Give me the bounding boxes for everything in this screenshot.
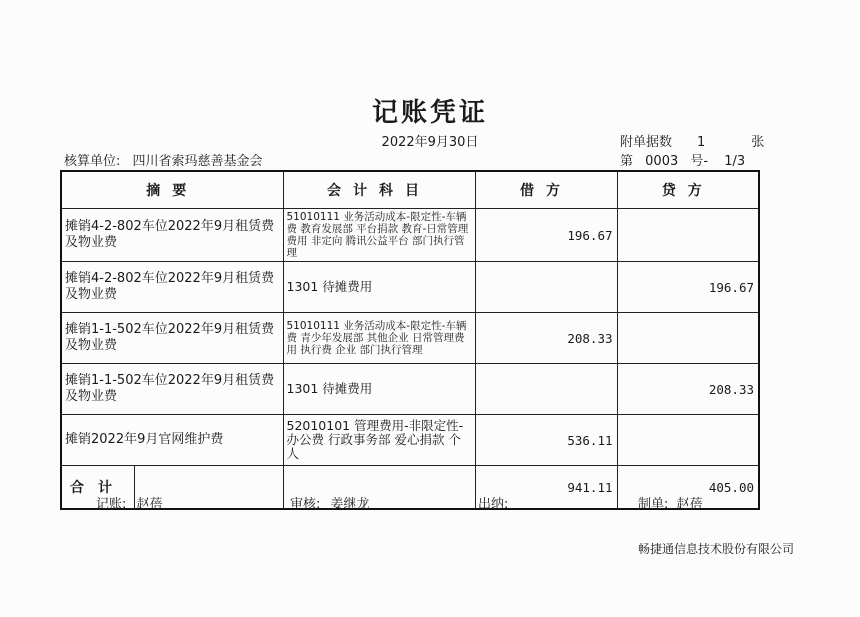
bookkeeper-name: 赵蓓	[136, 497, 163, 512]
row-debit: 536.11	[475, 415, 617, 466]
voucher-number-prefix: 第	[620, 154, 634, 169]
total-debit: 941.11	[475, 466, 617, 510]
row-debit: 196.67	[475, 209, 617, 262]
voucher-table	[60, 170, 760, 510]
preparer	[638, 493, 703, 512]
row-subject: 1301 待摊费用	[283, 262, 475, 313]
total-label: 合计	[62, 466, 135, 508]
table-row	[61, 415, 759, 466]
row-summary: 摊销2022年9月官网维护费	[61, 415, 283, 466]
row-summary: 摊销4-2-802车位2022年9月租赁费及物业费	[61, 262, 283, 313]
voucher-number-suffix: 号-	[690, 154, 709, 169]
header-subject: 会计科目	[283, 171, 475, 209]
row-subject: 51010111 业务活动成本-限定性-车辆费 青少年发展部 其他企业 日常管理费用 执行费 企业 部门执行管理	[283, 313, 475, 364]
row-debit: 208.33	[475, 313, 617, 364]
accounting-unit	[64, 150, 263, 169]
row-subject: 51010111 业务活动成本-限定性-车辆费 教育发展部 平台捐款 教育-日常管理费用 非定向 腾讯公益平台 部门执行管理	[283, 209, 475, 262]
reviewer-label: 审核:	[290, 497, 321, 512]
row-credit: 208.33	[617, 364, 759, 415]
attachments-info	[620, 131, 764, 150]
reviewer	[290, 493, 370, 512]
reviewer-name: 姜继龙	[330, 497, 370, 512]
row-credit	[617, 209, 759, 262]
company-name: 畅捷通信息技术股份有限公司	[637, 542, 794, 556]
preparer-name: 赵蓓	[676, 497, 703, 512]
row-credit	[617, 313, 759, 364]
row-summary: 摊销1-1-502车位2022年9月租赁费及物业费	[61, 364, 283, 415]
voucher-number-value: 0003	[645, 154, 679, 169]
row-subject: 52010101 管理费用-非限定性-办公费 行政事务部 爱心捐款 个人	[283, 415, 475, 466]
voucher-number	[620, 150, 745, 169]
bookkeeper	[96, 493, 163, 512]
table-row	[61, 262, 759, 313]
accounting-unit-label: 核算单位:	[64, 154, 121, 169]
table-row	[61, 364, 759, 415]
cashier-label: 出纳:	[478, 497, 509, 512]
row-debit	[475, 262, 617, 313]
cashier	[478, 493, 508, 512]
table-row	[61, 313, 759, 364]
accounting-unit-name: 四川省索玛慈善基金会	[132, 154, 263, 169]
preparer-label: 制单:	[638, 497, 669, 512]
table-row	[61, 209, 759, 262]
attachments-label: 附单据数	[620, 135, 673, 150]
row-credit	[617, 415, 759, 466]
voucher-page: 1/3	[724, 154, 746, 169]
row-subject: 1301 待摊费用	[283, 364, 475, 415]
row-debit	[475, 364, 617, 415]
header-debit: 借方	[475, 171, 617, 209]
voucher-date: 2022年9月30日	[381, 135, 479, 150]
row-summary: 摊销4-2-802车位2022年9月租赁费及物业费	[61, 209, 283, 262]
total-credit: 405.00	[617, 466, 759, 510]
attachments-unit: 张	[751, 135, 765, 150]
header-row	[61, 171, 759, 209]
row-summary: 摊销1-1-502车位2022年9月租赁费及物业费	[61, 313, 283, 364]
row-credit: 196.67	[617, 262, 759, 313]
total-cell	[61, 466, 283, 510]
voucher-title: 记账凭证	[371, 98, 488, 128]
attachments-count: 1	[697, 135, 706, 150]
header-summary: 摘要	[61, 171, 283, 209]
bookkeeper-label: 记账:	[96, 497, 127, 512]
header-credit: 贷方	[617, 171, 759, 209]
